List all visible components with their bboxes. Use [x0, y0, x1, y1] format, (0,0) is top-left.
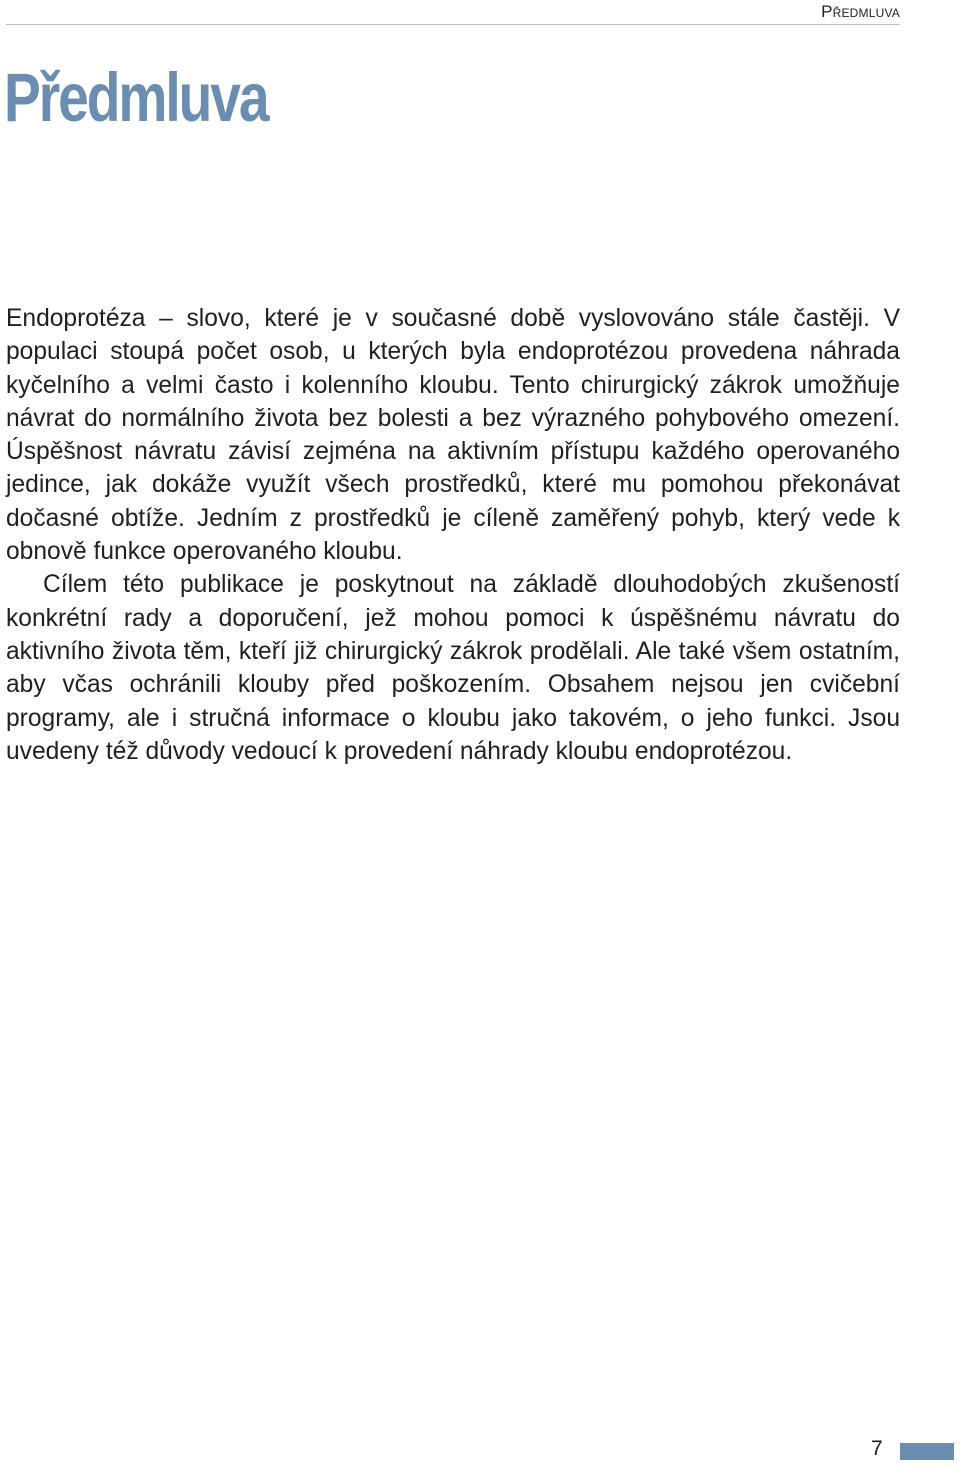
page-number: 7	[871, 1437, 883, 1460]
body-text	[6, 302, 900, 768]
chapter-title: Předmluva	[4, 59, 268, 136]
paragraph-purpose: Cílem této publikace je poskytnout na základě dlouhodobých zkušeností konkrétní rady a doporučení, jež mohou pomoci k úspěšnému návratu do aktivního života těm, kteří již chirurgický zákrok prodělali. Ale také všem ostatním, aby včas ochránili klouby před poškozením. Obsahem nejsou jen cvičební programy, ale i stručná informace o kloubu jako takovém, o jeho funkci. Jsou uvedeny též důvody vedoucí k provedení náhrady kloubu endoprotézou.	[6, 571, 900, 765]
page-tab-marker	[900, 1443, 954, 1460]
running-header: Předmluva	[821, 2, 900, 21]
paragraph-intro: Endoprotéza – slovo, které je v současné době vyslovováno stále častěji. V populaci stoupá počet osob, u kterých byla endoprotézou provedena náhrada kyčelního a velmi často i kolenního kloubu. Tento chirurgický zákrok umožňuje návrat do normálního života bez bolesti a bez výrazného pohybového omezení. Úspěšnost návratu závisí zejména na aktivním přístupu každého operovaného jedince, jak dokáže využít všech prostředků, které mu pomohou překonávat dočasné obtíže. Jedním z prostředků je cíleně zaměřený pohyb, který vede k obnově funkce operovaného kloubu.	[6, 305, 900, 566]
header-rule	[6, 24, 900, 25]
